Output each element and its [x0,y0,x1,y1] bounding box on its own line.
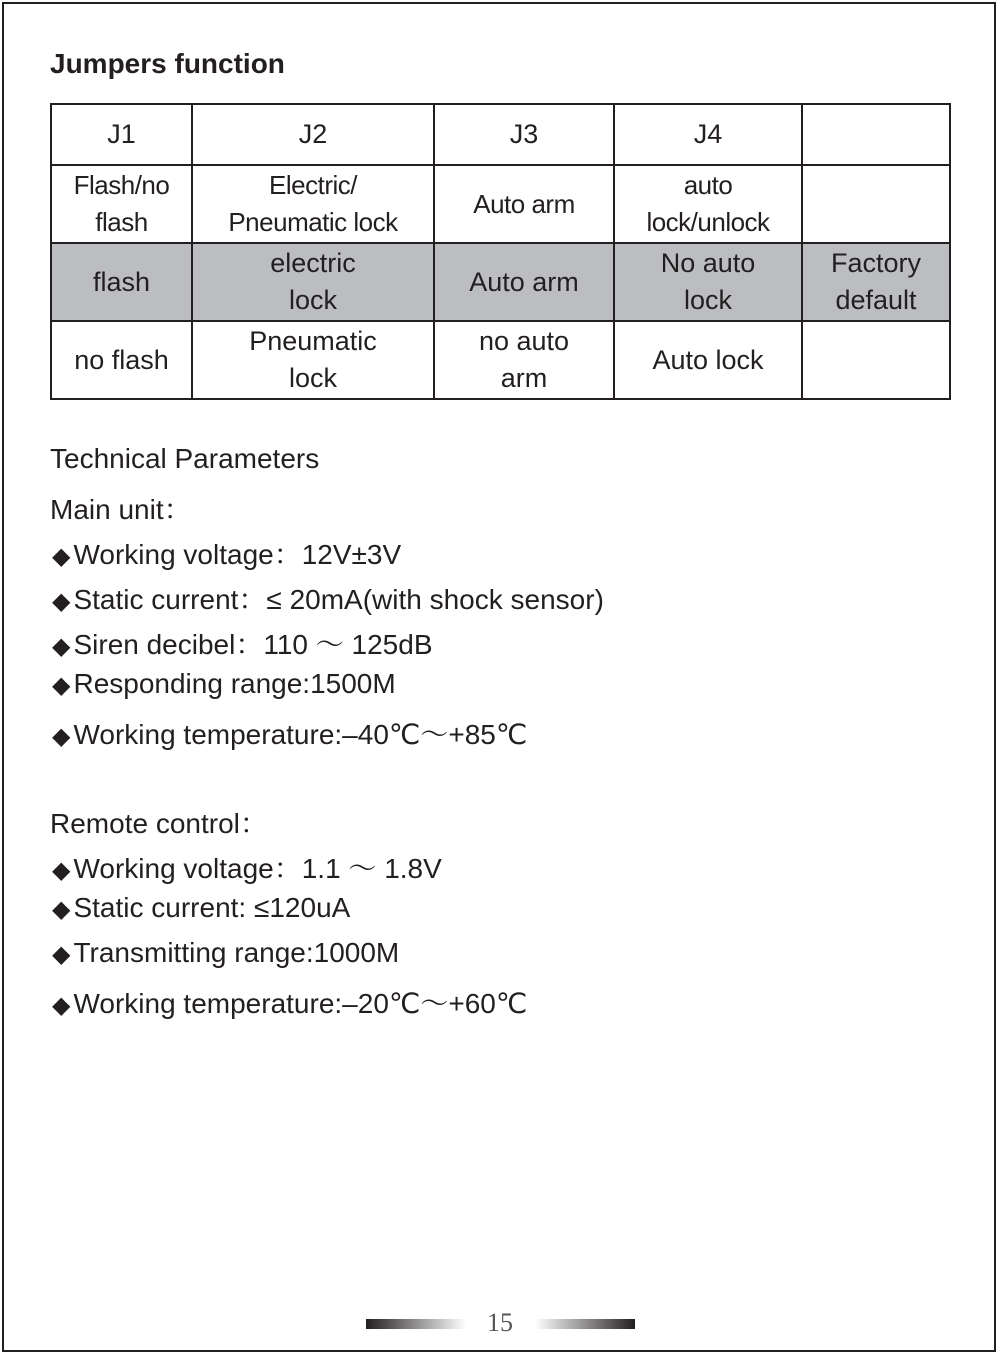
diamond-bullet-icon: ◆ [52,992,71,1019]
list-item [52,982,527,1022]
list-item-text: Static current：≤ 20mA(with shock sensor) [73,584,604,615]
table-cell: electric lock [192,243,434,321]
jumpers-table [50,103,951,400]
table-header-row [51,104,950,165]
list-item [52,578,604,618]
diamond-bullet-icon: ◆ [52,896,71,923]
list-item-text: Responding range:1500M [73,668,396,699]
list-item-text: Static current: ≤120uA [73,892,351,923]
table-cell: auto lock/unlock [614,165,802,243]
list-item [52,533,401,573]
diamond-bullet-icon: ◆ [52,543,71,570]
list-item [52,668,396,700]
list-item-text: Siren decibel：110 ～ 125dB [73,629,433,660]
table-row-factory-default [51,243,950,321]
table-cell: Electric/ Pneumatic lock [192,165,434,243]
table-cell: No auto lock [614,243,802,321]
diamond-bullet-icon: ◆ [52,633,71,660]
diamond-bullet-icon: ◆ [52,588,71,615]
diamond-bullet-icon: ◆ [52,857,71,884]
table-cell: no auto arm [434,321,614,399]
table-cell: Flash/no flash [51,165,192,243]
list-item [52,713,527,753]
list-item [52,892,350,924]
diamond-bullet-icon: ◆ [52,941,71,968]
footer-gradient-bar-right [535,1319,635,1329]
list-item-text: Working temperature:–40℃～+85℃ [73,719,528,750]
list-item-text: Working voltage：1.1 ～ 1.8V [73,853,442,884]
remote-control-label: Remote control： [50,808,268,839]
table-cell: Auto lock [614,321,802,399]
page-footer [0,1308,1000,1342]
jumpers-heading: Jumpers function [50,48,285,79]
page-number: 15 [487,1308,513,1337]
list-item [52,937,399,969]
list-item [52,623,433,663]
table-row [51,321,950,399]
table-cell: Auto arm [434,165,614,243]
table-cell [802,165,950,243]
footer-gradient-bar-left [366,1319,466,1329]
header-cell-j3: J3 [434,104,614,165]
table-row [51,165,950,243]
table-cell: Pneumatic lock [192,321,434,399]
list-item-text: Transmitting range:1000M [73,937,400,968]
diamond-bullet-icon: ◆ [52,723,71,750]
list-item [52,847,442,887]
technical-parameters-title: Technical Parameters [50,443,320,474]
header-cell-j1: J1 [51,104,192,165]
main-unit-label: Main unit： [50,494,192,525]
table-cell: no flash [51,321,192,399]
header-cell-j4: J4 [614,104,802,165]
list-item-text: Working voltage：12V±3V [73,539,402,570]
header-cell-empty [802,104,950,165]
table-cell [802,321,950,399]
table-cell: Factory default [802,243,950,321]
table-cell: Auto arm [434,243,614,321]
header-cell-j2: J2 [192,104,434,165]
diamond-bullet-icon: ◆ [52,672,71,699]
list-item-text: Working temperature:–20℃～+60℃ [73,988,528,1019]
table-cell: flash [51,243,192,321]
